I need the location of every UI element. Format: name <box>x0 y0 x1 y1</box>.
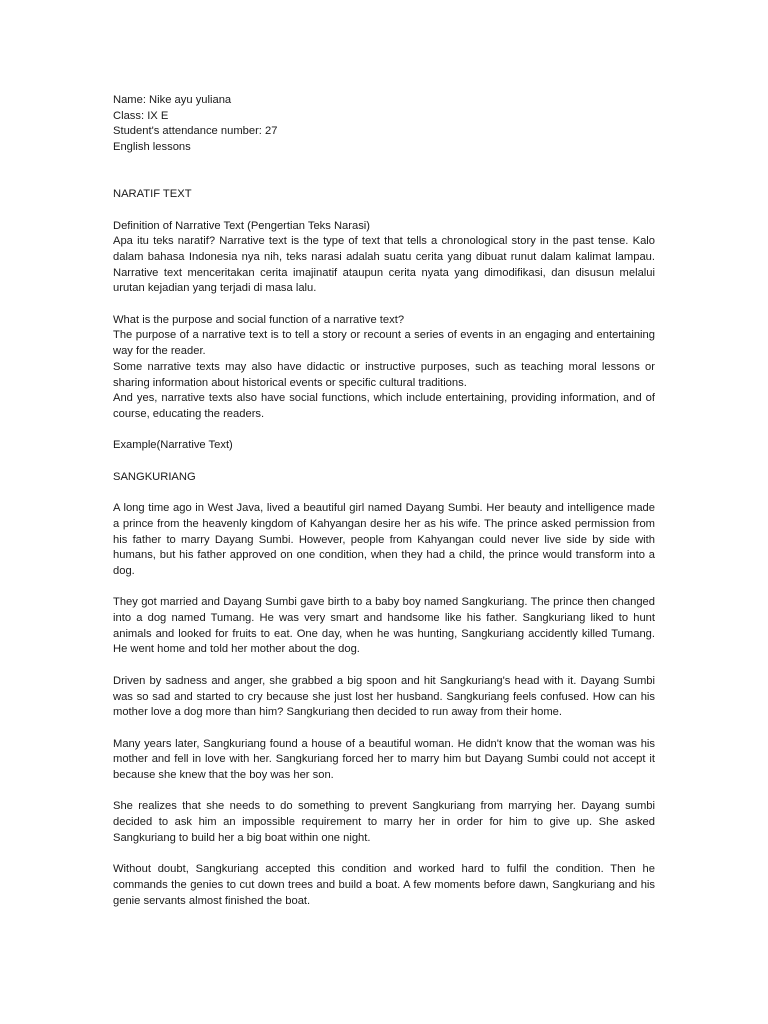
story-paragraph: Many years later, Sangkuriang found a house of a beautiful woman. He didn't know that the woman was his mother and fell in love with her. Sangkuriang forced her to marry him but Dayang Sumbi could not accept it because she knew that the boy was her son. <box>113 737 655 782</box>
example-label: Example(Narrative Text) <box>113 439 233 452</box>
story-paragraph: Without doubt, Sangkuriang accepted this condition and worked hard to fulfil the condition. Then he commands the genies to cut down trees and build a boat. A few moments before dawn, Sangkuriang and his genie servants almost finished the boat. <box>113 863 655 907</box>
story-paragraph: Driven by sadness and anger, she grabbed a big spoon and hit Sangkuriang's head with it. Dayang Sumbi was so sad and started to cry because she just lost her husband. Sangkuriang feels confused. How can his mother love a dog more than him? Sangkuriang then decided to run away from their home. <box>113 674 655 719</box>
story-paragraph: They got married and Dayang Sumbi gave birth to a baby boy named Sangkuriang. The prince then changed into a dog named Tumang. He was very smart and handsome like his father. Sangkuriang liked to hunt animals and looked for fruits to eat. One day, when he was hunting, Sangkuriang accidently killed Tumang. He went home and told her mother about the dog. <box>113 596 655 656</box>
document-page <box>113 93 655 909</box>
purpose-paragraph: The purpose of a narrative text is to tell a story or recount a series of events in an engaging and entertaining way for the reader. <box>113 329 655 358</box>
subject-line: English lessons <box>113 141 191 154</box>
definition-paragraph: Apa itu teks naratif? Narrative text is the type of text that tells a chronological story in the past tense. Kalo dalam bahasa Indonesia nya nih, teks narasi adalah suatu cerita yang dibuat runut dalam kalimat lampau. Narrative text menceritakan cerita imajinatif ataupun cerita nyata yang dimodifikasi, dan disusun melalui urutan kejadian yang terjadi di masa lalu. <box>113 235 655 295</box>
attendance-number: Student's attendance number: 27 <box>113 125 278 138</box>
story-paragraph: She realizes that she needs to do something to prevent Sangkuriang from marrying her. Dayang sumbi decided to ask him an impossible requirement to marry her in order for him to give up. She asked Sangkuriang to build her a big boat within one night. <box>113 800 655 844</box>
didactic-paragraph: Some narrative texts may also have didactic or instructive purposes, such as teaching moral lessons or sharing information about historical events or specific cultural traditions. <box>113 360 655 389</box>
purpose-question: What is the purpose and social function of a narrative text? <box>113 313 405 326</box>
definition-heading: Definition of Narrative Text (Pengertian Teks Narasi) <box>113 219 371 232</box>
student-class: Class: IX E <box>113 109 169 122</box>
document-title: NARATIF TEXT <box>113 188 192 201</box>
story-paragraph: A long time ago in West Java, lived a beautiful girl named Dayang Sumbi. Her beauty and intelligence made a prince from the heavenly kingdom of Kahyangan desire her as his wife. The prince asked permission from his father to marry Dayang Sumbi. However, people from Kahyangan could never live side by side with humans, but his father approved on one condition, when they had a child, the prince would transform into a dog. <box>113 502 655 577</box>
student-name: Name: Nike ayu yuliana <box>113 94 232 106</box>
story-title: SANGKURIANG <box>113 470 196 483</box>
social-function-paragraph: And yes, narrative texts also have social functions, which include entertaining, providing information, and of course, educating the readers. <box>113 392 655 420</box>
